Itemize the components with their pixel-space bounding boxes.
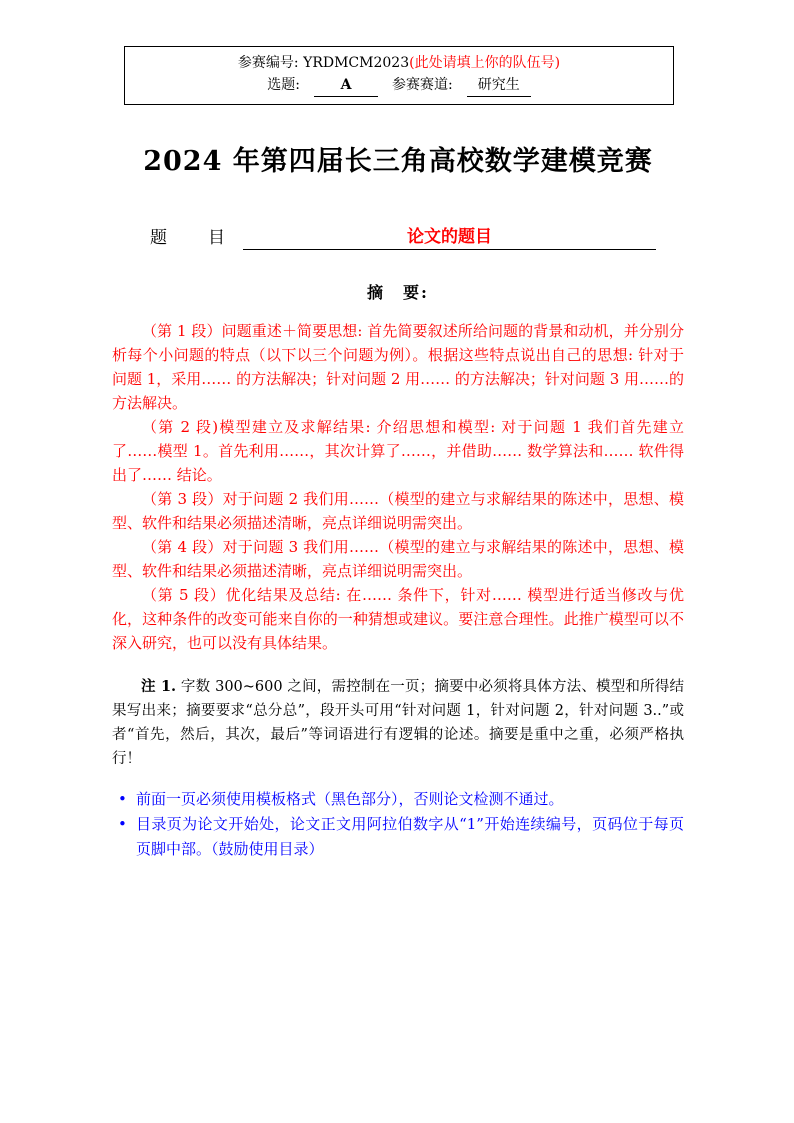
choice-label: 选题: — [267, 77, 300, 93]
choice-value-blank: A — [314, 74, 378, 97]
abstract-paragraph-1: （第 1 段）问题重述＋简要思想: 首先简要叙述所给问题的背景和动机，并分别分析每个小问题的特点（以下以三个问题为例）。根据这些特点说出自己的思想: 针对于问题 1，采用…… 的方法解决；针对问题 2 用…… 的方法解决；针对问题 3 用……的方法解决。 — [112, 322, 685, 412]
topic-label: 题 目 — [150, 228, 237, 248]
topic-underline — [243, 222, 656, 250]
paper-topic-row — [112, 222, 684, 250]
bullet-text-2: 目录页为论文开始处，论文正文用阿拉伯数字从“1”开始连续编号，页码位于每页页脚中部。（鼓励使用目录） — [136, 815, 684, 858]
topic-value: 论文的题目 — [407, 227, 492, 247]
page-title: 2024 年第四届长三角高校数学建模竞赛 — [143, 146, 653, 177]
entry-number-value: YRDMCM2023 — [303, 55, 410, 71]
entry-number-label: 参赛编号: — [237, 55, 304, 71]
note-1 — [112, 675, 684, 771]
team-info-box — [124, 46, 674, 105]
list-item — [118, 812, 684, 862]
list-item — [118, 787, 684, 812]
track-value-blank: 研究生 — [467, 74, 531, 97]
bullet-icon: • — [118, 790, 127, 808]
abstract-body — [112, 319, 684, 655]
abstract-heading: 摘 要: — [367, 283, 429, 302]
track-label: 参赛赛道: — [392, 77, 453, 93]
note-1-text: 字数 300~600 之间，需控制在一页；摘要中必须将具体方法、模型和所得结果写出来；摘要要求“总分总”，段开头可用“针对问题 1，针对问题 2，针对问题 3..”或者“首先，然后，其次，最后”等词语进行有逻辑的论述。摘要是重中之重，必须严格执行！ — [112, 679, 685, 767]
entry-number-note: (此处请填上你的队伍号) — [409, 55, 561, 71]
bullet-icon: • — [118, 815, 127, 833]
abstract-paragraph-3: （第 3 段）对于问题 2 我们用……（模型的建立与求解结果的陈述中，思想、模型、软件和结果必须描述清晰，亮点详细说明需突出。 — [112, 490, 684, 532]
abstract-paragraph-4: （第 4 段）对于问题 3 我们用……（模型的建立与求解结果的陈述中，思想、模型、软件和结果必须描述清晰，亮点详细说明需突出。 — [112, 538, 684, 580]
entry-number-line — [133, 52, 665, 74]
abstract-paragraph-5: （第 5 段）优化结果及总结: 在…… 条件下，针对…… 模型进行适当修改与优化，这种条件的改变可能来自你的一种猜想或建议。要注意合理性。此推广模型可以不深入研究，也可以没有具体结果。 — [112, 586, 684, 652]
note-1-label: 注 1. — [141, 678, 177, 695]
bullet-text-1: 前面一页必须使用模板格式（黑色部分），否则论文检测不通过。 — [136, 790, 564, 808]
instruction-bullets — [118, 787, 684, 862]
abstract-paragraph-2: （第 2 段)模型建立及求解结果: 介绍思想和模型: 对于问题 1 我们首先建立了……模型 1。首先利用……，其次计算了……，并借助…… 数学算法和…… 软件得出了…… 结论。 — [112, 418, 684, 484]
choice-track-line — [133, 74, 665, 97]
